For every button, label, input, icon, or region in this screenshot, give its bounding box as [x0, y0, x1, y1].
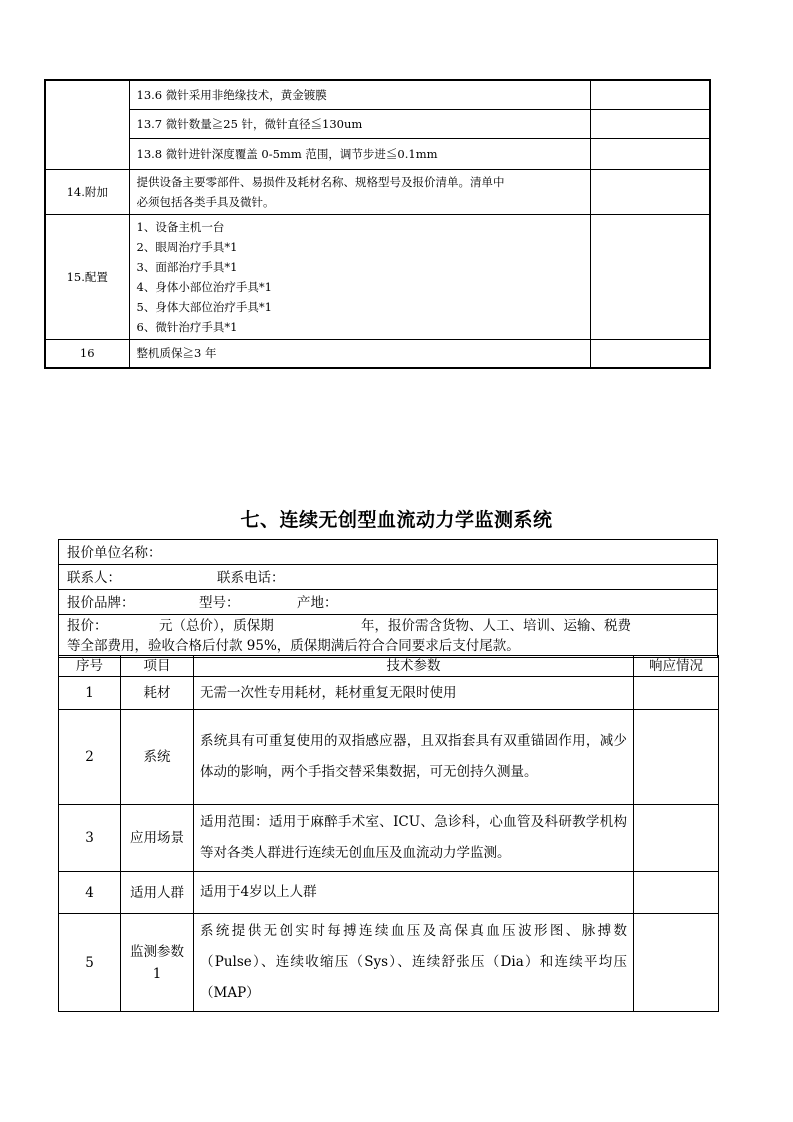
- table-row: [45, 138, 710, 169]
- quote-info-table: [58, 539, 718, 658]
- table-row: [45, 109, 710, 138]
- table-row: [59, 540, 718, 565]
- table-row: [59, 805, 719, 872]
- top-spec-table: [44, 79, 711, 369]
- price-row: [59, 615, 718, 658]
- spec-cell: 13.8 微针进针深度覆盖 0-5mm 范围，调节步进≦0.1mm: [129, 138, 590, 169]
- table-row: [59, 590, 718, 615]
- config-line: 6、微针治疗手具*1: [136, 319, 238, 334]
- response-cell[interactable]: [634, 710, 719, 805]
- table-row: [59, 914, 719, 1012]
- response-cell[interactable]: [634, 872, 719, 914]
- item-cell: 监测参数 1: [121, 914, 194, 1012]
- contact-field[interactable]: 联系人：: [67, 570, 121, 586]
- spec-cell: 整机质保≧3 年: [129, 339, 590, 368]
- row-number-cell: 14.附加: [45, 169, 129, 214]
- row-number-cell: [45, 80, 129, 169]
- param-cell: 无需一次性专用耗材，耗材重复无限时使用: [194, 677, 634, 710]
- response-cell: [590, 169, 710, 214]
- table-row: [45, 214, 710, 339]
- header-response: 响应情况: [634, 656, 719, 677]
- response-cell: [590, 80, 710, 109]
- row-number-cell: 15.配置: [45, 214, 129, 339]
- param-cell: 系统具有可重复使用的双指感应器，且双指套具有双重锚固作用，减少体动的影响，两个手指交替采集数据，可无创持久测量。: [194, 710, 634, 805]
- model-field[interactable]: 型号：: [199, 595, 240, 611]
- config-line: 2、眼周治疗手具*1: [136, 239, 238, 254]
- response-cell[interactable]: [634, 805, 719, 872]
- row-number-cell: 5: [59, 914, 121, 1012]
- price-terms-text-2: 等全部费用，验收合格后付款 95%，质保期满后符合合同要求后支付尾款。: [67, 638, 520, 654]
- spec-cell: 13.7 微针数量≧25 针，微针直径≦130um: [129, 109, 590, 138]
- config-line: 4、身体小部位治疗手具*1: [136, 279, 272, 294]
- response-cell: [590, 339, 710, 368]
- config-line: 5、身体大部位治疗手具*1: [136, 299, 272, 314]
- contact-row: [59, 565, 718, 590]
- spec-line: 提供设备主要零部件、易损件及耗材名称、规格型号及报价清单。清单中: [136, 174, 505, 189]
- spec-cell: [129, 169, 590, 214]
- row-number-cell: 2: [59, 710, 121, 805]
- response-cell[interactable]: [634, 914, 719, 1012]
- row-number-cell: 1: [59, 677, 121, 710]
- header-no: 序号: [59, 656, 121, 677]
- price-terms-text: 年，报价需含货物、人工、培训、运输、税费: [361, 618, 631, 634]
- row-number-cell: 16: [45, 339, 129, 368]
- config-line: 1、设备主机一台: [136, 219, 225, 234]
- response-cell: [590, 214, 710, 339]
- table-row: [45, 339, 710, 368]
- config-line: 3、面部治疗手具*1: [136, 259, 238, 274]
- origin-field[interactable]: 产地：: [297, 595, 338, 611]
- phone-field[interactable]: 联系电话：: [217, 570, 285, 586]
- header-param: 技术参数: [194, 656, 634, 677]
- company-name-field[interactable]: 报价单位名称：: [59, 540, 718, 565]
- brand-field[interactable]: 报价品牌：: [67, 595, 135, 611]
- response-cell: [590, 138, 710, 169]
- table-row: [59, 677, 719, 710]
- param-cell: 系统提供无创实时每搏连续血压及高保真血压波形图、脉搏数（Pulse）、连续收缩压（Sys）、连续舒张压（Dia）和连续平均压（MAP）: [194, 914, 634, 1012]
- table-row: [59, 565, 718, 590]
- spec-cell: [129, 214, 590, 339]
- spec-table: [58, 655, 719, 1012]
- spec-line: 必须包括各类手具及微针。: [136, 194, 275, 209]
- section-title: 七、连续无创型血流动力学监测系统: [240, 509, 553, 531]
- spec-cell: 13.6 微针采用非绝缘技术，黄金镀膜: [129, 80, 590, 109]
- item-cell: 应用场景: [121, 805, 194, 872]
- price-total-text: 元（总价），质保期: [159, 618, 274, 634]
- row-number-cell: 4: [59, 872, 121, 914]
- row-number-cell: 3: [59, 805, 121, 872]
- item-cell: 系统: [121, 710, 194, 805]
- item-cell: 适用人群: [121, 872, 194, 914]
- table-row: [45, 80, 710, 109]
- item-cell: 耗材: [121, 677, 194, 710]
- price-label: 报价：: [67, 618, 108, 634]
- brand-row: [59, 590, 718, 615]
- response-cell[interactable]: [634, 677, 719, 710]
- header-item: 项目: [121, 656, 194, 677]
- table-row: [59, 615, 718, 658]
- response-cell: [590, 109, 710, 138]
- param-cell: 适用范围：适用于麻醉手术室、ICU、急诊科，心血管及科研教学机构等对各类人群进行连续无创血压及血流动力学监测。: [194, 805, 634, 872]
- table-row: [59, 710, 719, 805]
- table-row: [45, 169, 710, 214]
- table-row: [59, 872, 719, 914]
- param-cell: 适用于4岁以上人群: [194, 872, 634, 914]
- table-header-row: [59, 656, 719, 677]
